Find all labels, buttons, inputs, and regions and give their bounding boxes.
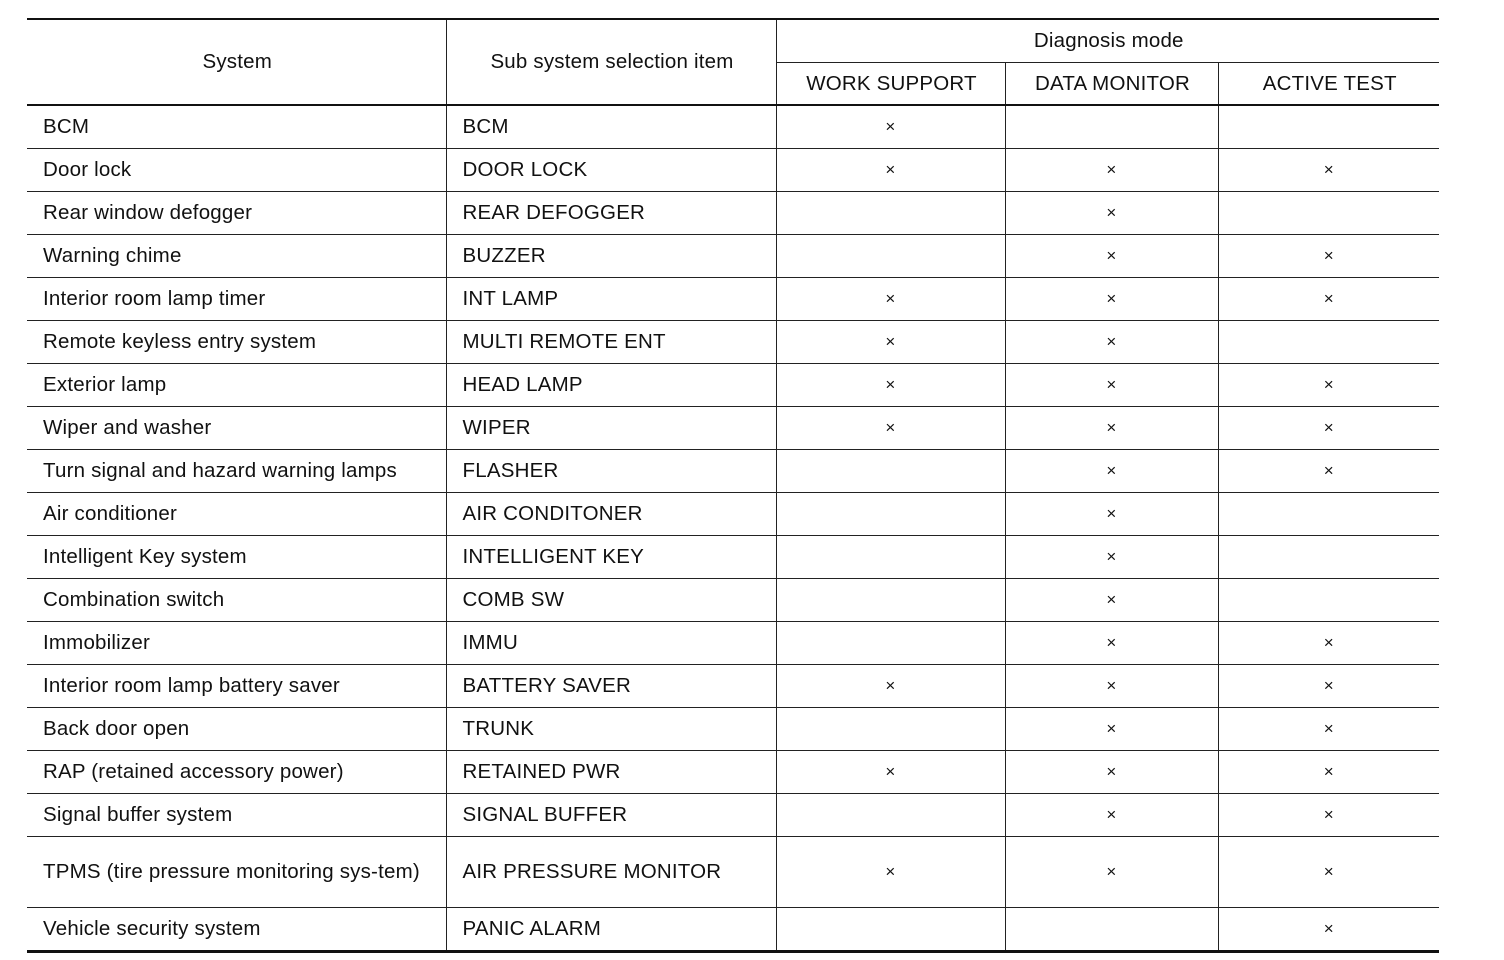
work-support-mark: [776, 192, 1005, 235]
table-row: [27, 493, 1439, 536]
diagnosis-mode-table: [27, 18, 1439, 953]
work-support-mark: ×: [776, 751, 1005, 794]
data-monitor-mark: ×: [1005, 364, 1218, 407]
system-cell: Back door open: [27, 708, 446, 751]
sub-system-cell: IMMU: [446, 622, 776, 665]
table-row: [27, 364, 1439, 407]
sub-system-cell: HEAD LAMP: [446, 364, 776, 407]
active-test-mark: ×: [1218, 708, 1439, 751]
sub-system-cell: AIR PRESSURE MONITOR: [446, 837, 776, 908]
table-row: [27, 908, 1439, 952]
system-cell: Door lock: [27, 149, 446, 192]
sub-system-cell: DOOR LOCK: [446, 149, 776, 192]
sub-system-cell: INTELLIGENT KEY: [446, 536, 776, 579]
table-row: [27, 794, 1439, 837]
system-cell: Remote keyless entry system: [27, 321, 446, 364]
system-cell: Intelligent Key system: [27, 536, 446, 579]
sub-system-cell: BATTERY SAVER: [446, 665, 776, 708]
active-test-mark: ×: [1218, 149, 1439, 192]
active-test-mark: ×: [1218, 837, 1439, 908]
sub-system-cell: AIR CONDITONER: [446, 493, 776, 536]
system-cell: Turn signal and hazard warning lamps: [27, 450, 446, 493]
data-monitor-mark: ×: [1005, 192, 1218, 235]
data-monitor-mark: ×: [1005, 751, 1218, 794]
active-test-mark: [1218, 536, 1439, 579]
table-row: [27, 837, 1439, 908]
data-monitor-mark: ×: [1005, 536, 1218, 579]
system-cell: Signal buffer system: [27, 794, 446, 837]
work-support-mark: ×: [776, 321, 1005, 364]
header-active-test: ACTIVE TEST: [1218, 63, 1439, 106]
work-support-mark: [776, 493, 1005, 536]
work-support-mark: ×: [776, 278, 1005, 321]
work-support-mark: [776, 450, 1005, 493]
active-test-mark: ×: [1218, 407, 1439, 450]
table-row: [27, 321, 1439, 364]
sub-system-cell: TRUNK: [446, 708, 776, 751]
active-test-mark: [1218, 321, 1439, 364]
table-body: [27, 105, 1439, 952]
system-cell: Rear window defogger: [27, 192, 446, 235]
table-row: [27, 105, 1439, 149]
work-support-mark: [776, 708, 1005, 751]
table-row: [27, 278, 1439, 321]
table-row: [27, 149, 1439, 192]
active-test-mark: ×: [1218, 622, 1439, 665]
work-support-mark: [776, 579, 1005, 622]
data-monitor-mark: ×: [1005, 837, 1218, 908]
active-test-mark: [1218, 192, 1439, 235]
table-row: [27, 450, 1439, 493]
work-support-mark: [776, 908, 1005, 952]
work-support-mark: ×: [776, 407, 1005, 450]
header-work-support: WORK SUPPORT: [776, 63, 1005, 106]
system-cell: Exterior lamp: [27, 364, 446, 407]
system-cell: Air conditioner: [27, 493, 446, 536]
table-row: [27, 536, 1439, 579]
system-cell: Interior room lamp battery saver: [27, 665, 446, 708]
system-cell: RAP (retained accessory power): [27, 751, 446, 794]
active-test-mark: ×: [1218, 751, 1439, 794]
work-support-mark: ×: [776, 665, 1005, 708]
sub-system-cell: MULTI REMOTE ENT: [446, 321, 776, 364]
data-monitor-mark: ×: [1005, 493, 1218, 536]
work-support-mark: [776, 794, 1005, 837]
sub-system-cell: BCM: [446, 105, 776, 149]
system-cell: Interior room lamp timer: [27, 278, 446, 321]
active-test-mark: [1218, 105, 1439, 149]
data-monitor-mark: ×: [1005, 708, 1218, 751]
active-test-mark: ×: [1218, 794, 1439, 837]
system-cell: BCM: [27, 105, 446, 149]
table-row: [27, 235, 1439, 278]
system-cell: Warning chime: [27, 235, 446, 278]
system-cell: Wiper and washer: [27, 407, 446, 450]
table-row: [27, 407, 1439, 450]
sub-system-cell: COMB SW: [446, 579, 776, 622]
active-test-mark: ×: [1218, 450, 1439, 493]
data-monitor-mark: ×: [1005, 794, 1218, 837]
active-test-mark: ×: [1218, 908, 1439, 952]
work-support-mark: ×: [776, 837, 1005, 908]
work-support-mark: ×: [776, 149, 1005, 192]
header-system: System: [27, 19, 446, 105]
sub-system-cell: PANIC ALARM: [446, 908, 776, 952]
active-test-mark: ×: [1218, 278, 1439, 321]
table-row: [27, 192, 1439, 235]
work-support-mark: ×: [776, 105, 1005, 149]
work-support-mark: [776, 622, 1005, 665]
sub-system-cell: WIPER: [446, 407, 776, 450]
table-row: [27, 751, 1439, 794]
sub-system-cell: FLASHER: [446, 450, 776, 493]
data-monitor-mark: ×: [1005, 622, 1218, 665]
header-data-monitor: DATA MONITOR: [1005, 63, 1218, 106]
sub-system-cell: RETAINED PWR: [446, 751, 776, 794]
table-row: [27, 622, 1439, 665]
table-row: [27, 665, 1439, 708]
work-support-mark: ×: [776, 364, 1005, 407]
table-row: [27, 579, 1439, 622]
data-monitor-mark: ×: [1005, 665, 1218, 708]
table-row: [27, 708, 1439, 751]
active-test-mark: [1218, 579, 1439, 622]
sub-system-cell: SIGNAL BUFFER: [446, 794, 776, 837]
active-test-mark: [1218, 493, 1439, 536]
system-cell: Immobilizer: [27, 622, 446, 665]
data-monitor-mark: ×: [1005, 450, 1218, 493]
data-monitor-mark: [1005, 908, 1218, 952]
sub-system-cell: REAR DEFOGGER: [446, 192, 776, 235]
data-monitor-mark: ×: [1005, 149, 1218, 192]
data-monitor-mark: [1005, 105, 1218, 149]
data-monitor-mark: ×: [1005, 579, 1218, 622]
active-test-mark: ×: [1218, 364, 1439, 407]
system-cell: Vehicle security system: [27, 908, 446, 952]
system-cell: Combination switch: [27, 579, 446, 622]
active-test-mark: ×: [1218, 665, 1439, 708]
data-monitor-mark: ×: [1005, 278, 1218, 321]
table-header: [27, 19, 1439, 105]
data-monitor-mark: ×: [1005, 321, 1218, 364]
sub-system-cell: BUZZER: [446, 235, 776, 278]
active-test-mark: ×: [1218, 235, 1439, 278]
work-support-mark: [776, 235, 1005, 278]
data-monitor-mark: ×: [1005, 407, 1218, 450]
work-support-mark: [776, 536, 1005, 579]
header-sub-system: Sub system selection item: [446, 19, 776, 105]
data-monitor-mark: ×: [1005, 235, 1218, 278]
header-diagnosis-mode: Diagnosis mode: [776, 19, 1439, 63]
sub-system-cell: INT LAMP: [446, 278, 776, 321]
system-cell: TPMS (tire pressure monitoring sys-tem): [27, 837, 446, 908]
